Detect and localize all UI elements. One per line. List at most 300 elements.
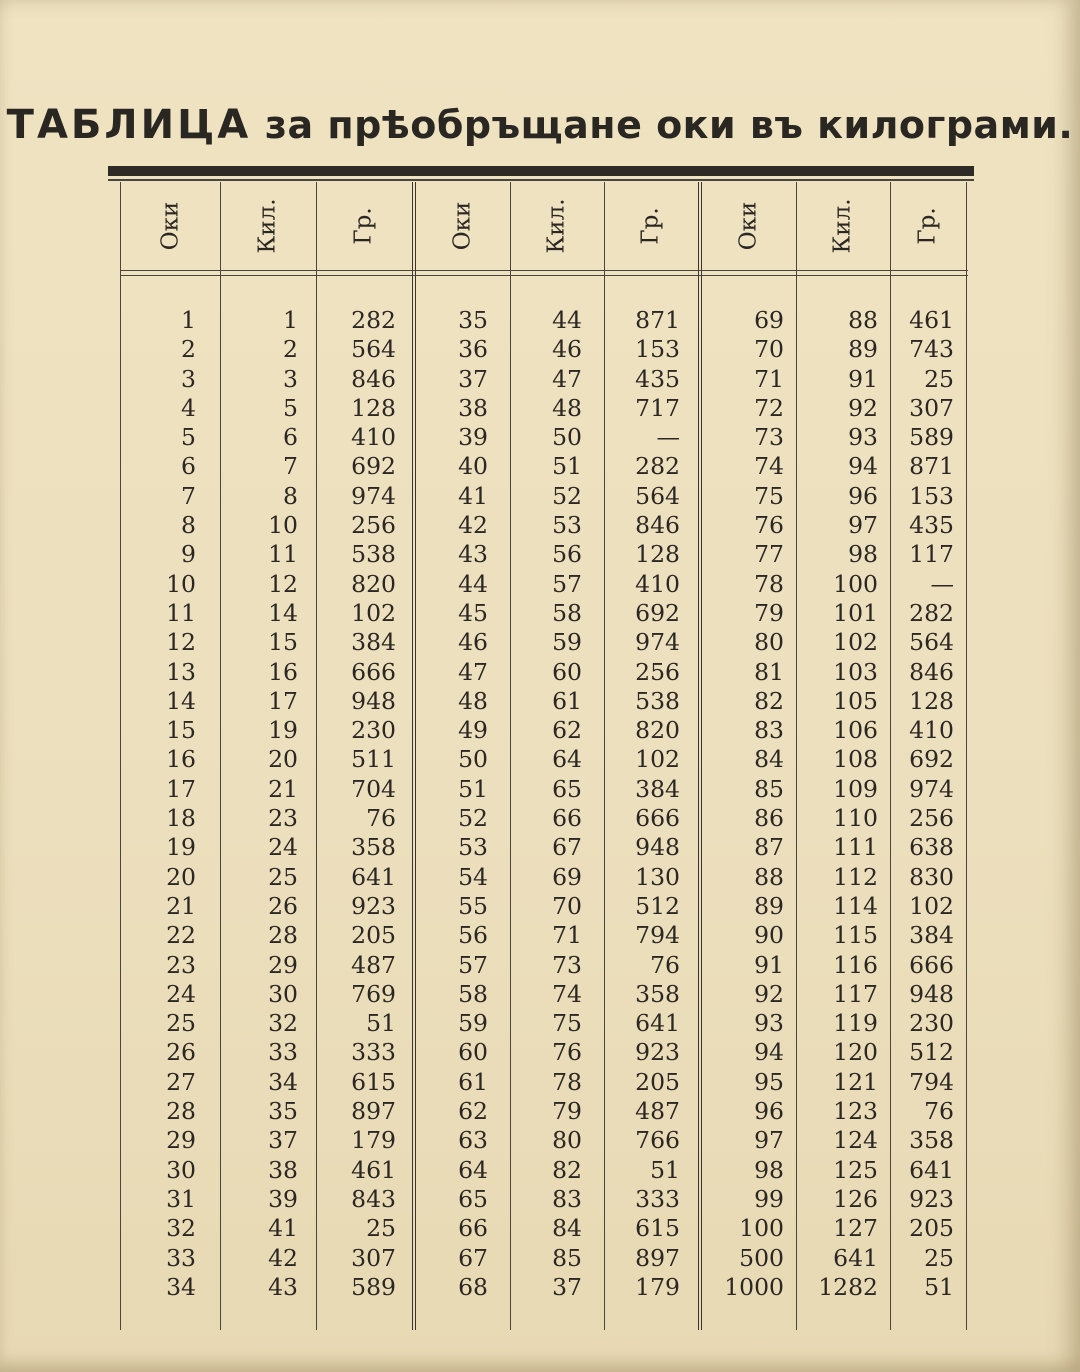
header-oki: Оки: [157, 201, 183, 251]
table-cell: 897: [351, 1097, 396, 1126]
table-cell: 948: [351, 686, 396, 715]
table-cell: 46: [458, 628, 488, 657]
table-cell: 7: [283, 452, 298, 481]
table-cell: 14: [268, 598, 298, 627]
table-cell: 830: [909, 862, 954, 891]
table-cell: 87: [754, 833, 784, 862]
table-cell: 28: [166, 1097, 196, 1126]
table-cell: 846: [351, 364, 396, 393]
table-cell: 128: [351, 393, 396, 422]
conversion-table: [120, 182, 968, 1330]
table-cell: 461: [909, 306, 954, 334]
table-cell: 717: [635, 393, 680, 422]
table-cell: 61: [458, 1067, 488, 1096]
header-gr: Гр.: [350, 207, 377, 245]
table-cell: 38: [458, 393, 488, 422]
table-cell: 205: [909, 1214, 954, 1243]
table-cell: 69: [754, 306, 784, 334]
table-cell: 64: [552, 745, 582, 774]
table-cell: 76: [924, 1097, 954, 1126]
table-cell: 35: [268, 1097, 298, 1126]
table-cell: 62: [552, 716, 582, 745]
table-cell: 16: [268, 657, 298, 686]
table-cell: 1: [283, 306, 298, 334]
table-cell: 8: [283, 481, 298, 510]
table-cell: 79: [552, 1097, 582, 1126]
table-cell: 641: [351, 862, 396, 891]
table-cell: 11: [166, 598, 196, 627]
table-cell: 76: [754, 511, 784, 540]
table-cell: 692: [351, 452, 396, 481]
table-cell: 105: [833, 686, 878, 715]
table-cell: 39: [458, 423, 488, 452]
table-cell: 20: [166, 862, 196, 891]
table-cell: 11: [268, 540, 298, 569]
table-cell: 15: [166, 716, 196, 745]
table-cell: 23: [166, 950, 196, 979]
table-cell: 615: [635, 1214, 680, 1243]
table-cell: 126: [833, 1184, 878, 1213]
table-cell: 19: [268, 716, 298, 745]
table-cell: 948: [909, 979, 954, 1008]
header-gr: Гр.: [637, 207, 664, 245]
table-cell: 67: [458, 1243, 488, 1272]
table-cell: 120: [833, 1038, 878, 1067]
table-cell: 564: [635, 481, 680, 510]
table-cell: 256: [909, 804, 954, 833]
table-cell: 66: [458, 1214, 488, 1243]
table-cell: 14: [166, 686, 196, 715]
table-cell: 25: [366, 1214, 396, 1243]
table-cell: 25: [924, 1243, 954, 1272]
table-cell: 102: [833, 628, 878, 657]
table-cell: 62: [458, 1097, 488, 1126]
table-cell: 564: [909, 628, 954, 657]
table-cell: 94: [848, 452, 878, 481]
table-cell: 71: [754, 364, 784, 393]
table-cell: 51: [650, 1155, 680, 1184]
table-cell: 923: [909, 1184, 954, 1213]
table-cell: 89: [754, 891, 784, 920]
table-cell: 130: [635, 862, 680, 891]
table-cell: 24: [166, 979, 196, 1008]
table-cell: 92: [848, 393, 878, 422]
column-oki-3: [700, 306, 784, 1302]
table-cell: 666: [909, 950, 954, 979]
table-cell: 33: [166, 1243, 196, 1272]
table-cell: 692: [909, 745, 954, 774]
table-cell: 102: [909, 891, 954, 920]
table-cell: 50: [458, 745, 488, 774]
table-cell: 48: [458, 686, 488, 715]
header-oki: Оки: [449, 201, 475, 251]
table-cell: 68: [458, 1272, 488, 1301]
table-cell: 65: [458, 1184, 488, 1213]
table-cell: 641: [635, 1009, 680, 1038]
table-cell: 27: [166, 1067, 196, 1096]
column-kil-1: [220, 306, 298, 1302]
table-cell: 56: [552, 540, 582, 569]
table-cell: 358: [909, 1126, 954, 1155]
table-cell: 76: [650, 950, 680, 979]
table-cell: 16: [166, 745, 196, 774]
table-cell: 95: [754, 1067, 784, 1096]
table-cell: 66: [552, 804, 582, 833]
table-cell: 22: [166, 921, 196, 950]
table-cell: 85: [754, 774, 784, 803]
table-cell: 25: [166, 1009, 196, 1038]
table-cell: 57: [458, 950, 488, 979]
table-cell: 32: [166, 1214, 196, 1243]
table-cell: 666: [635, 804, 680, 833]
table-cell: 28: [268, 921, 298, 950]
table-cell: 49: [458, 716, 488, 745]
page-title: [0, 102, 1080, 148]
table-cell: 115: [833, 921, 878, 950]
title-lead: ТАБЛИЦА: [6, 102, 252, 148]
table-cell: 17: [166, 774, 196, 803]
table-cell: 98: [848, 540, 878, 569]
table-cell: 42: [458, 511, 488, 540]
table-cell: 1: [181, 306, 196, 334]
table-cell: 117: [833, 979, 878, 1008]
table-cell: 37: [458, 364, 488, 393]
table-cell: 55: [458, 891, 488, 920]
table-cell: 179: [351, 1126, 396, 1155]
table-cell: 88: [754, 862, 784, 891]
table-cell: 93: [848, 423, 878, 452]
table-cell: 97: [754, 1126, 784, 1155]
table-cell: 83: [754, 716, 784, 745]
table-cell: 19: [166, 833, 196, 862]
table-cell: 13: [166, 657, 196, 686]
table-cell: 46: [552, 335, 582, 364]
header-kil: Кил.: [255, 198, 281, 254]
header-kil: Кил.: [544, 198, 570, 254]
table-cell: 91: [848, 364, 878, 393]
table-cell: 3: [283, 364, 298, 393]
table-cell: 82: [754, 686, 784, 715]
table-cell: 63: [458, 1126, 488, 1155]
table-cell: 128: [909, 686, 954, 715]
table-cell: 124: [833, 1126, 878, 1155]
table-cell: 60: [458, 1038, 488, 1067]
table-cell: 487: [635, 1097, 680, 1126]
column-kil-3: [796, 306, 878, 1302]
table-cell: 15: [268, 628, 298, 657]
table-cell: 36: [458, 335, 488, 364]
table-cell: 100: [833, 569, 878, 598]
table-cell: 84: [552, 1214, 582, 1243]
table-cell: 2: [283, 335, 298, 364]
table-cell: 50: [552, 423, 582, 452]
table-cell: 128: [635, 540, 680, 569]
table-cell: 30: [166, 1155, 196, 1184]
table-cell: 766: [635, 1126, 680, 1155]
table-cell: 91: [754, 950, 784, 979]
table-cell: 500: [739, 1243, 784, 1272]
table-cell: 843: [351, 1184, 396, 1213]
table-cell: 86: [754, 804, 784, 833]
table-cell: 103: [833, 657, 878, 686]
table-cell: 59: [552, 628, 582, 657]
table-cell: 230: [909, 1009, 954, 1038]
table-cell: 30: [268, 979, 298, 1008]
table-cell: 769: [351, 979, 396, 1008]
table-cell: 80: [754, 628, 784, 657]
table-cell: 974: [635, 628, 680, 657]
table-cell: 79: [754, 598, 784, 627]
table-cell: 51: [458, 774, 488, 803]
table-cell: 61: [552, 686, 582, 715]
table-cell: 230: [351, 716, 396, 745]
table-cell: 111: [833, 833, 878, 862]
header-oki: Оки: [735, 201, 761, 251]
table-cell: 5: [283, 393, 298, 422]
table-cell: 333: [351, 1038, 396, 1067]
table-cell: 974: [909, 774, 954, 803]
table-cell: —: [930, 569, 954, 598]
table-cell: 17: [268, 686, 298, 715]
table-cell: —: [656, 423, 680, 452]
table-cell: 76: [366, 804, 396, 833]
table-cell: 89: [848, 335, 878, 364]
table-cell: 974: [351, 481, 396, 510]
table-cell: 692: [635, 598, 680, 627]
table-cell: 117: [909, 540, 954, 569]
table-cell: 81: [754, 657, 784, 686]
table-cell: 73: [552, 950, 582, 979]
table-cell: 70: [754, 335, 784, 364]
table-cell: 410: [909, 716, 954, 745]
table-cell: 34: [166, 1272, 196, 1301]
header-gr: Гр.: [914, 207, 941, 245]
table-cell: 564: [351, 335, 396, 364]
table-cell: 6: [181, 452, 196, 481]
title-rest: за прѣобръщане оки въ килограми.: [264, 103, 1074, 147]
table-cell: 43: [268, 1272, 298, 1301]
table-cell: 93: [754, 1009, 784, 1038]
table-cell: 153: [635, 335, 680, 364]
table-border-right: [966, 182, 967, 1330]
table-cell: 90: [754, 921, 784, 950]
table-cell: 58: [552, 598, 582, 627]
header-row: [120, 182, 968, 270]
table-cell: 21: [166, 891, 196, 920]
table-cell: 112: [833, 862, 878, 891]
table-cell: 119: [833, 1009, 878, 1038]
column-gr-1: [316, 306, 396, 1302]
table-cell: 88: [848, 306, 878, 334]
table-cell: 44: [552, 306, 582, 334]
table-cell: 871: [909, 452, 954, 481]
table-cell: 44: [458, 569, 488, 598]
table-cell: 4: [181, 393, 196, 422]
table-cell: 59: [458, 1009, 488, 1038]
table-cell: 512: [635, 891, 680, 920]
table-cell: 384: [351, 628, 396, 657]
table-cell: 102: [351, 598, 396, 627]
table-cell: 641: [909, 1155, 954, 1184]
table-cell: 41: [268, 1214, 298, 1243]
table-cell: 54: [458, 862, 488, 891]
table-cell: 125: [833, 1155, 878, 1184]
table-cell: 358: [635, 979, 680, 1008]
header-separator: [120, 270, 968, 271]
table-cell: 108: [833, 745, 878, 774]
table-cell: 123: [833, 1097, 878, 1126]
table-cell: 73: [754, 423, 784, 452]
table-cell: 153: [909, 481, 954, 510]
table-cell: 435: [635, 364, 680, 393]
header-kil: Кил.: [830, 198, 856, 254]
table-cell: 25: [924, 364, 954, 393]
table-cell: 20: [268, 745, 298, 774]
table-cell: 69: [552, 862, 582, 891]
table-cell: 72: [754, 393, 784, 422]
table-cell: 102: [635, 745, 680, 774]
table-cell: 820: [351, 569, 396, 598]
table-cell: 58: [458, 979, 488, 1008]
thin-rule: [108, 179, 974, 181]
table-cell: 100: [739, 1214, 784, 1243]
table-cell: 78: [552, 1067, 582, 1096]
table-cell: 35: [458, 306, 488, 334]
table-cell: 77: [754, 540, 784, 569]
table-cell: 80: [552, 1126, 582, 1155]
table-cell: 205: [351, 921, 396, 950]
table-cell: 7: [181, 481, 196, 510]
table-cell: 358: [351, 833, 396, 862]
table-cell: 51: [924, 1272, 954, 1301]
table-cell: 871: [635, 306, 680, 334]
column-oki-2: [414, 306, 488, 1302]
table-cell: 307: [351, 1243, 396, 1272]
table-cell: 2: [181, 335, 196, 364]
table-cell: 101: [833, 598, 878, 627]
table-cell: 205: [635, 1067, 680, 1096]
table-cell: 98: [754, 1155, 784, 1184]
table-cell: 18: [166, 804, 196, 833]
table-cell: 589: [909, 423, 954, 452]
table-cell: 47: [458, 657, 488, 686]
table-cell: 589: [351, 1272, 396, 1301]
table-cell: 51: [366, 1009, 396, 1038]
table-cell: 116: [833, 950, 878, 979]
table-cell: 110: [833, 804, 878, 833]
table-cell: 435: [909, 511, 954, 540]
table-cell: 71: [552, 921, 582, 950]
header-separator: [120, 275, 968, 276]
table-cell: 10: [268, 511, 298, 540]
table-cell: 9: [181, 540, 196, 569]
table-cell: 94: [754, 1038, 784, 1067]
table-cell: 76: [552, 1038, 582, 1067]
table-cell: 26: [166, 1038, 196, 1067]
table-cell: 641: [833, 1243, 878, 1272]
column-oki-1: [120, 306, 196, 1302]
table-cell: 25: [268, 862, 298, 891]
table-cell: 42: [268, 1243, 298, 1272]
table-cell: 78: [754, 569, 784, 598]
table-cell: 29: [166, 1126, 196, 1155]
table-cell: 487: [351, 950, 396, 979]
table-cell: 256: [351, 511, 396, 540]
table-cell: 64: [458, 1155, 488, 1184]
table-cell: 1000: [724, 1272, 784, 1301]
table-cell: 75: [754, 481, 784, 510]
table-cell: 47: [552, 364, 582, 393]
table-cell: 6: [283, 423, 298, 452]
table-cell: 538: [351, 540, 396, 569]
column-gr-3: [890, 306, 954, 1302]
table-cell: 384: [635, 774, 680, 803]
table-cell: 97: [848, 511, 878, 540]
table-cell: 410: [351, 423, 396, 452]
table-cell: 666: [351, 657, 396, 686]
table-cell: 52: [458, 804, 488, 833]
table-cell: 282: [635, 452, 680, 481]
table-cell: 33: [268, 1038, 298, 1067]
table-cell: 820: [635, 716, 680, 745]
table-cell: 24: [268, 833, 298, 862]
table-cell: 282: [351, 306, 396, 334]
table-cell: 256: [635, 657, 680, 686]
table-cell: 39: [268, 1184, 298, 1213]
table-cell: 638: [909, 833, 954, 862]
table-cell: 37: [552, 1272, 582, 1301]
table-cell: 65: [552, 774, 582, 803]
table-cell: 121: [833, 1067, 878, 1096]
column-gr-2: [604, 306, 680, 1302]
table-cell: 5: [181, 423, 196, 452]
table-cell: 23: [268, 804, 298, 833]
table-cell: 34: [268, 1067, 298, 1096]
table-cell: 82: [552, 1155, 582, 1184]
table-cell: 60: [552, 657, 582, 686]
table-cell: 106: [833, 716, 878, 745]
table-cell: 67: [552, 833, 582, 862]
table-cell: 96: [848, 481, 878, 510]
table-cell: 512: [909, 1038, 954, 1067]
table-cell: 74: [754, 452, 784, 481]
table-cell: 57: [552, 569, 582, 598]
table-cell: 743: [909, 335, 954, 364]
table-cell: 794: [635, 921, 680, 950]
table-cell: 923: [351, 891, 396, 920]
table-cell: 948: [635, 833, 680, 862]
table-cell: 99: [754, 1184, 784, 1213]
table-cell: 307: [909, 393, 954, 422]
table-cell: 12: [166, 628, 196, 657]
table-cell: 615: [351, 1067, 396, 1096]
table-cell: 10: [166, 569, 196, 598]
table-cell: 109: [833, 774, 878, 803]
table-cell: 51: [552, 452, 582, 481]
table-cell: 48: [552, 393, 582, 422]
table-cell: 923: [635, 1038, 680, 1067]
table-cell: 53: [552, 511, 582, 540]
table-cell: 704: [351, 774, 396, 803]
table-cell: 32: [268, 1009, 298, 1038]
table-cell: 333: [635, 1184, 680, 1213]
table-cell: 45: [458, 598, 488, 627]
column-kil-2: [510, 306, 582, 1302]
table-cell: 1282: [818, 1272, 878, 1301]
table-cell: 41: [458, 481, 488, 510]
table-cell: 846: [635, 511, 680, 540]
table-cell: 83: [552, 1184, 582, 1213]
